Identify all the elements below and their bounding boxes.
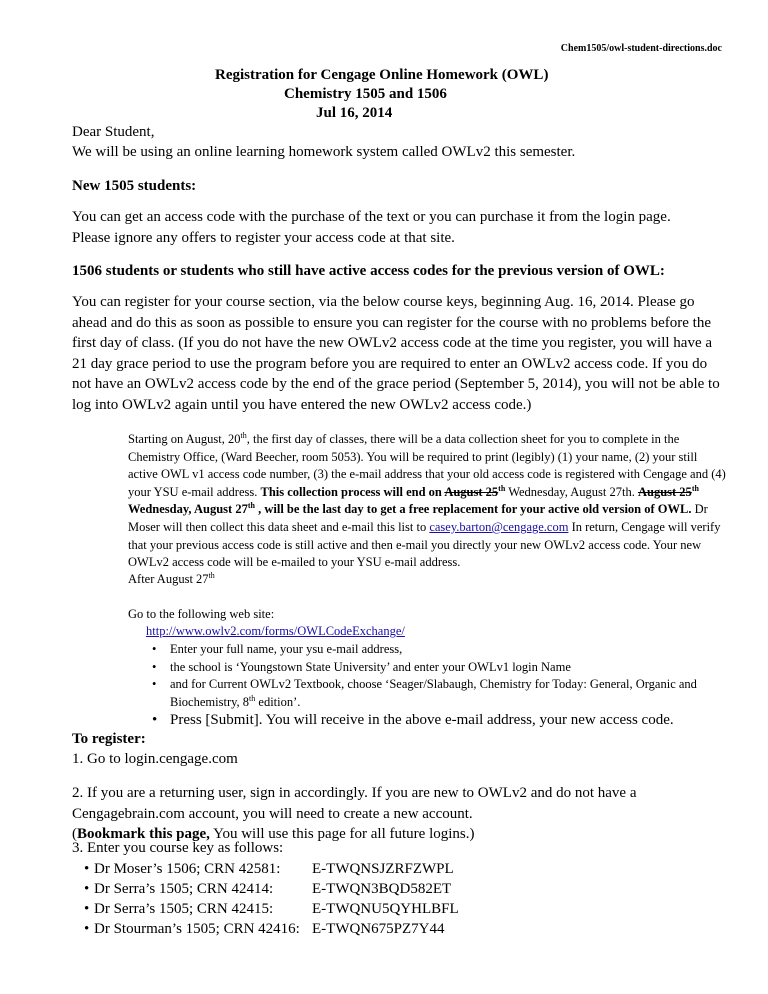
- register-step-1: 1. Go to login.cengage.com: [72, 751, 238, 767]
- returning-students-text: You can register for your course section, via the below course keys, beginning Aug. 16, 2014. Please go ahead and do this as soon as possible to ensure you can register for the course with no problems before the first day of class. (If you do not have the new OWLv2 access code at the time you register, you will have a 21 day grace period to use the program before you are required to enter an OWLv2 access code. If you do not have an OWLv2 access code by the end of the grace period (September 5, 2014), you will not be able to log into OWLv2 again until you have entered the new OWLv2 access code.): [72, 294, 720, 413]
- course-key-row: • Dr Serra’s 1505; CRN 42414: E-TWQN3BQD582ET: [84, 881, 452, 897]
- salutation: Dear Student,: [72, 124, 155, 140]
- course-section: Dr Serra’s 1505; CRN 42414:: [94, 881, 274, 897]
- new-students-heading: New 1505 students:: [72, 178, 197, 194]
- course-section: Dr Stourman’s 1505; CRN 42416:: [94, 921, 300, 937]
- exchange-step-2: • the school is ‘Youngstown State University’ and enter your OWLv1 login Name: [146, 659, 726, 677]
- exchange-step-4: • Press [Submit]. You will receive in the above e-mail address, your new access code.: [146, 710, 746, 730]
- after-date-note: After August 27th: [128, 570, 215, 586]
- intro-text: We will be using an online learning homework system called OWLv2 this semester.: [72, 144, 576, 160]
- register-step-2: 2. If you are a returning user, sign in accordingly. If you are new to OWLv2 and do not have a Cengagebrain.com account, you will need to create a new account. (Bookmark this page, You will use this page for all future logins.): [72, 785, 637, 842]
- goto-website-label: Go to the following web site:: [128, 607, 275, 621]
- owl-code-exchange-link[interactable]: http://www.owlv2.com/forms/OWLCodeExchange/: [146, 624, 405, 638]
- course-keys-table: [84, 859, 459, 939]
- course-key: E-TWQN675PZ7Y44: [312, 921, 445, 937]
- course-key-row: • Dr Moser’s 1506; CRN 42581: E-TWQNSJZRFZWPL: [84, 861, 454, 877]
- course-key-row: • Dr Stourman’s 1505; CRN 42416: E-TWQN675PZ7Y44: [84, 921, 445, 937]
- course-key: E-TWQN3BQD582ET: [312, 881, 452, 897]
- exchange-step-4-wrap: [146, 710, 746, 730]
- document-title: Registration for Cengage Online Homework (OWL): [215, 67, 549, 83]
- course-section: Dr Moser’s 1506; CRN 42581:: [94, 861, 281, 877]
- document-filename: Chem1505/owl-student-directions.doc: [560, 43, 722, 54]
- register-heading: To register:: [72, 731, 146, 747]
- course-key: E-TWQNU5QYHLBFL: [312, 901, 459, 917]
- exchange-instructions: Starting on August, 20th, the first day of classes, there will be a data collection sheet for you to complete in the Chemistry Office, (Ward Beecher, room 5053). You will be required to print (legibly) (1) your name, (2) your still active OWL v1 access code number, (3) the e-mail address that your old access code is registered with Cengage and (4) your YSU e-mail address. This collection process will end on August 25th Wednesday, August 27th. August 25th Wednesday, August 27th , will be the last day to get a free replacement for your active old version of OWL. Dr Moser will then collect this data sheet and e-mail this list to casey.barton@cengage.com In return, Cengage will verify that your previous access code is still active and then e-mail you directly your new OWLv2 access code. Your new OWLv2 access code will be e-mailed to your YSU e-mail address.: [128, 430, 726, 570]
- document-subtitle-course: Chemistry 1505 and 1506: [284, 86, 447, 102]
- owl-code-exchange-link-wrap: [146, 623, 746, 641]
- new-students-text: You can get an access code with the purchase of the text or you can purchase it from the login page. Please ignore any offers to register your access code at that site.: [72, 209, 671, 246]
- document-date: Jul 16, 2014: [316, 105, 393, 121]
- exchange-step-1: • Enter your full name, your ysu e-mail address,: [146, 641, 726, 659]
- register-step-3: 3. Enter you course key as follows:: [72, 840, 284, 856]
- course-key-row: • Dr Serra’s 1505; CRN 42415: E-TWQNU5QYHLBFL: [84, 901, 459, 917]
- exchange-steps-list: [146, 641, 726, 711]
- exchange-step-3: • and for Current OWLv2 Textbook, choose ‘Seager/Slabaugh, Chemistry for Today: General, Organic and Biochemistry, 8th edition’.: [146, 676, 726, 711]
- returning-students-heading: 1506 students or students who still have active access codes for the previous version of OWL:: [72, 263, 665, 279]
- course-section: Dr Serra’s 1505; CRN 42415:: [94, 901, 274, 917]
- course-key: E-TWQNSJZRFZWPL: [312, 861, 454, 877]
- cengage-email-link[interactable]: casey.barton@cengage.com: [429, 519, 569, 534]
